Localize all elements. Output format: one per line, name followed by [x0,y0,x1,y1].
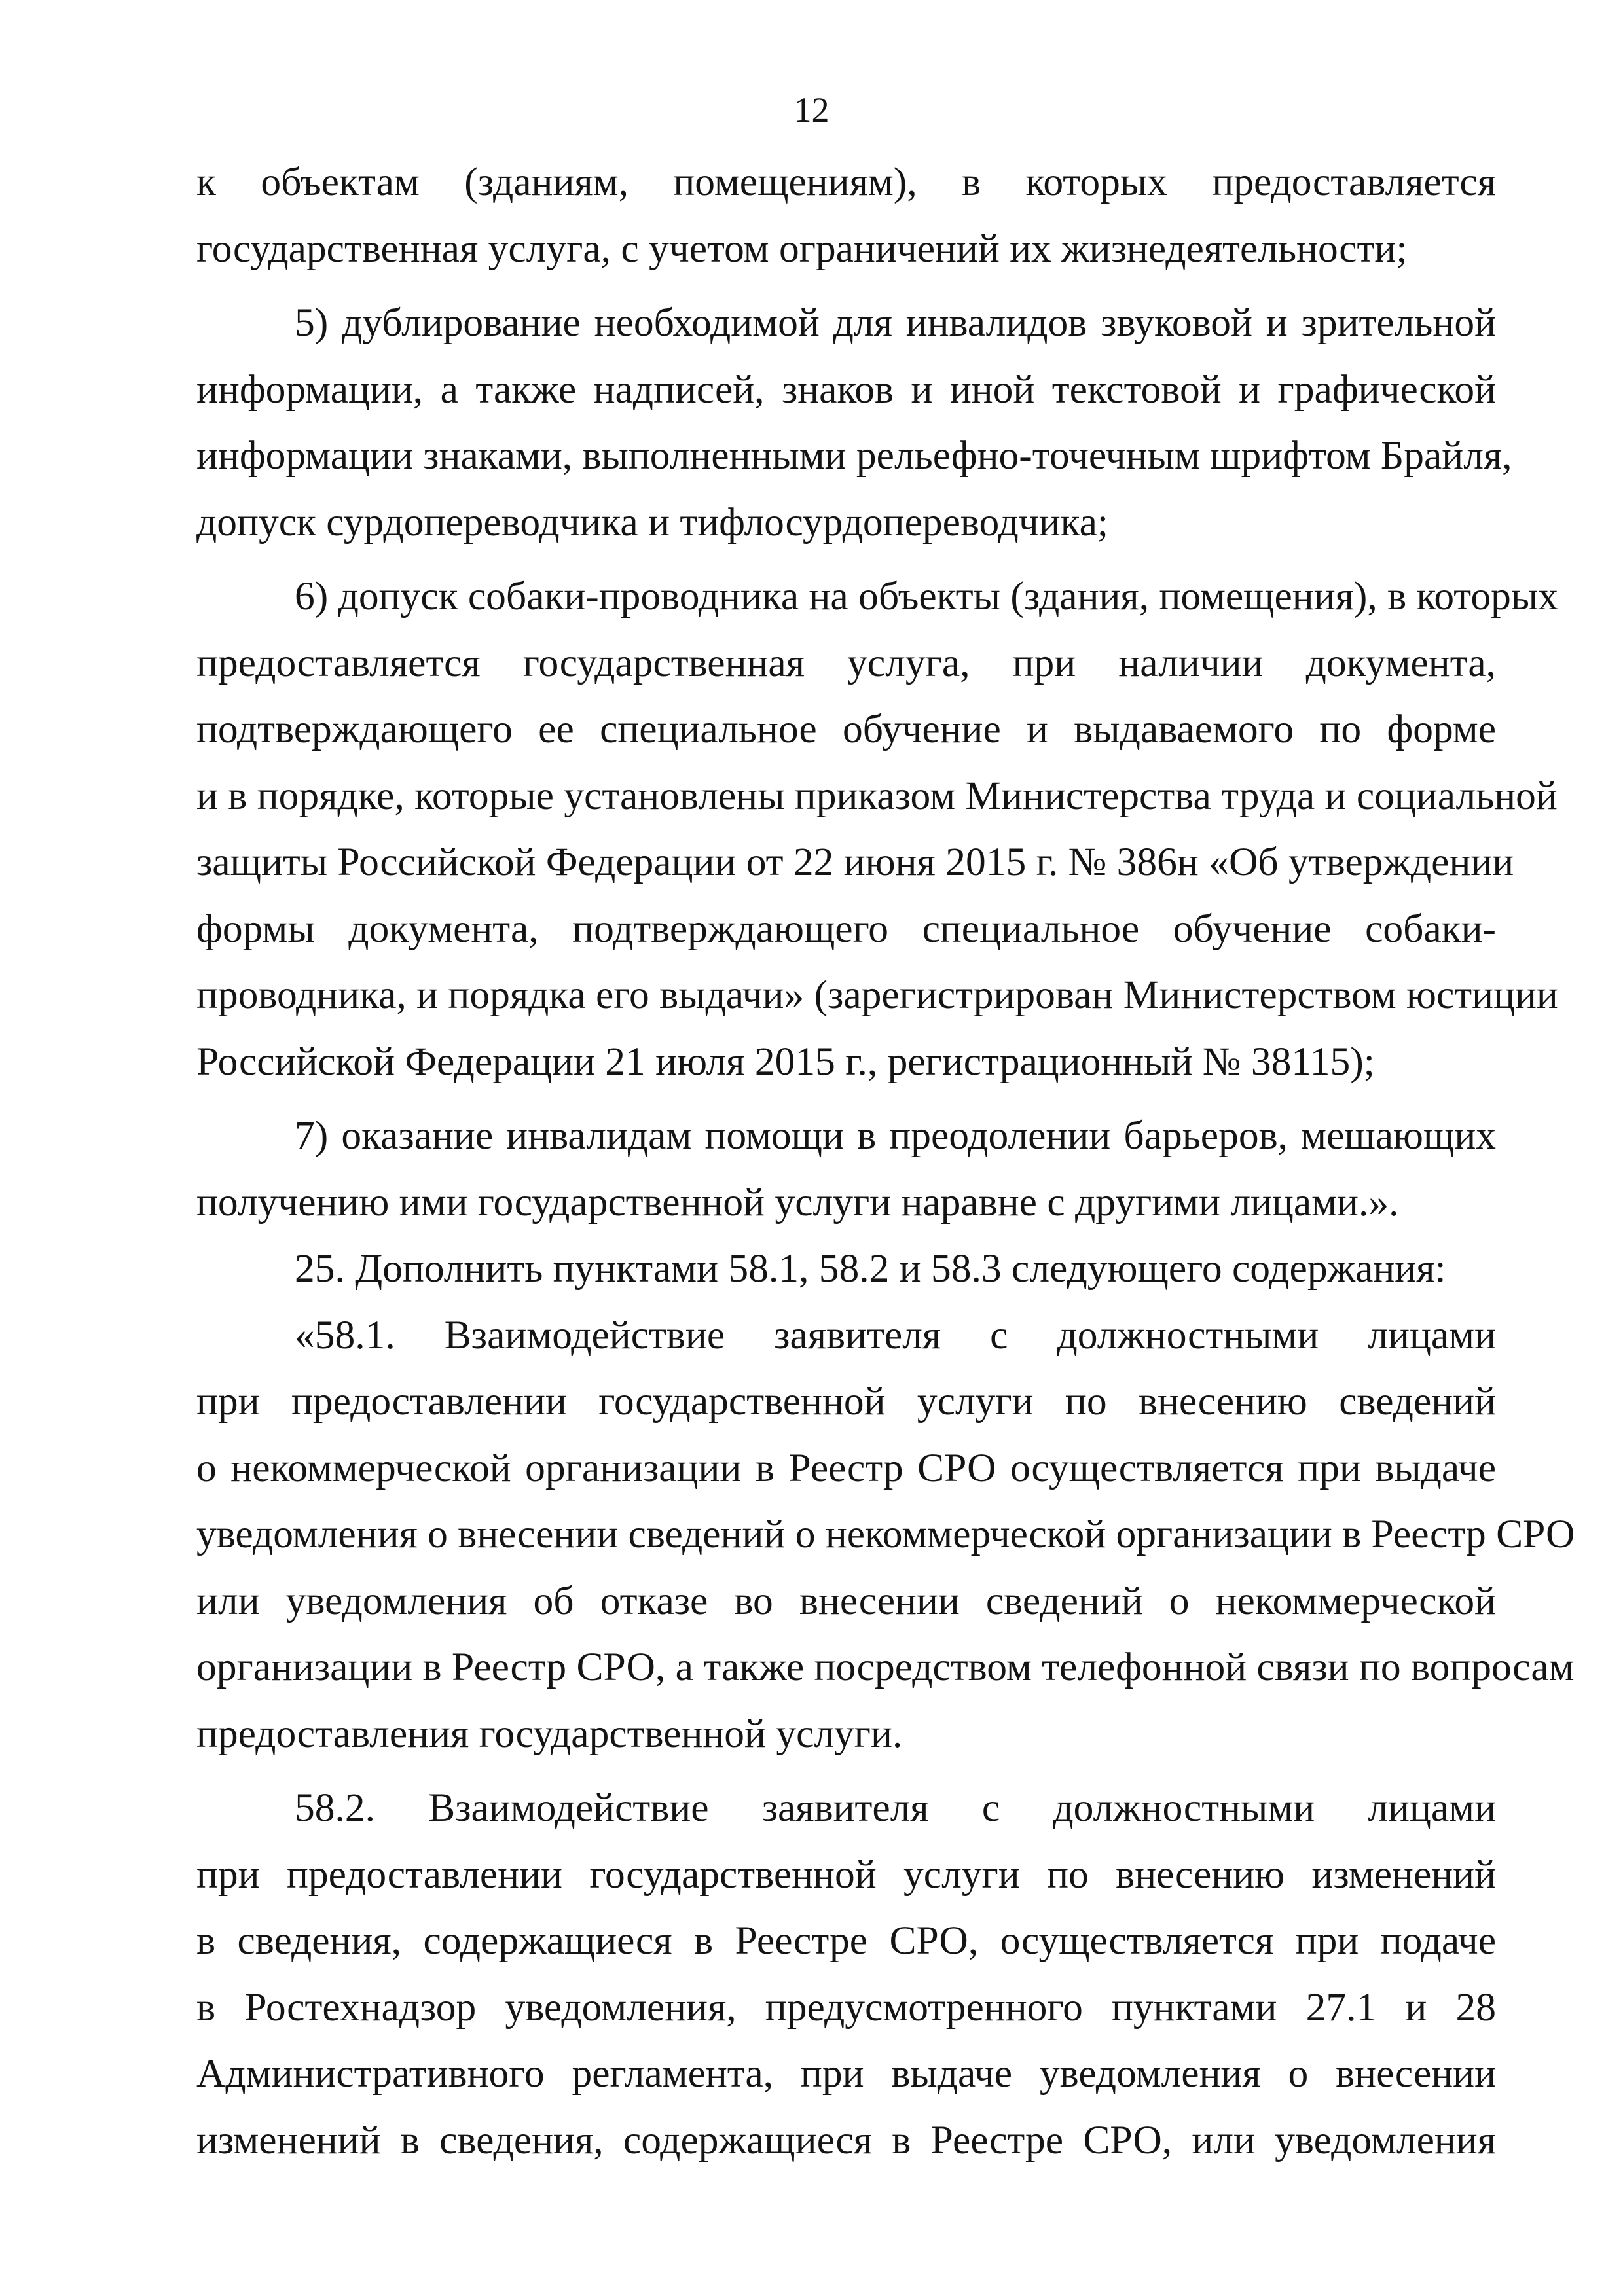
text-line: при предоставлении государственной услуги по внесению изменений [196,1852,1496,1897]
document-body [196,149,1575,2174]
text-line: проводника, и порядка его выдачи» (зарегистрирован Министерством юстиции [196,973,1558,1017]
text-line: информации, а также надписей, знаков и иной текстовой и графической [196,367,1496,412]
text-line: «58.1. Взаимодействие заявителя с должностными лицами [295,1312,1496,1357]
text-line: государственная услуга, с учетом ограничений их жизнедеятельности; [196,226,1408,271]
text-line: 7) оказание инвалидам помощи в преодолении барьеров, мешающих [295,1113,1496,1158]
text-line: информации знаками, выполненными рельефно-точечным шрифтом Брайля, [196,433,1512,478]
text-line: в сведения, содержащиеся в Реестре СРО, осуществляется при подаче [196,1918,1496,1963]
text-line: изменений в сведения, содержащиеся в Реестре СРО, или уведомления [196,2117,1496,2162]
text-line: 5) дублирование необходимой для инвалидов звуковой и зрительной [295,300,1496,345]
text-line: и в порядке, которые установлены приказом Министерства труда и социальной [196,773,1558,818]
text-line: к объектам (зданиям, помещениям), в которых предоставляется [196,160,1496,204]
text-line: подтверждающего ее специальное обучение и выдаваемого по форме [196,707,1496,751]
text-line: защиты Российской Федерации от 22 июня 2015 г. № 386н «Об утверждении [196,840,1514,884]
text-line: Российской Федерации 21 июля 2015 г., регистрационный № 38115); [196,1039,1375,1084]
text-line: уведомления о внесении сведений о некоммерческой организации в Реестр СРО [196,1512,1575,1556]
text-line: при предоставлении государственной услуги по внесению сведений [196,1379,1496,1424]
page-number: 12 [793,90,830,130]
text-line: предоставляется государственная услуга, при наличии документа, [196,640,1496,685]
text-line: Административного регламента, при выдаче уведомления о внесении [196,2051,1496,2096]
text-line: 58.2. Взаимодействие заявителя с должностными лицами [295,1785,1496,1830]
text-line: или уведомления об отказе во внесении сведений о некоммерческой [196,1578,1496,1623]
text-line: 6) допуск собаки-проводника на объекты (здания, помещения), в которых [295,574,1558,619]
text-line: организации в Реестр СРО, а также посредством телефонной связи по вопросам [196,1645,1575,1689]
text-line: в Ростехнадзор уведомления, предусмотренного пунктами 27.1 и 28 [196,1984,1496,2030]
text-line: допуск сурдопереводчика и тифлосурдопереводчика; [196,499,1108,545]
text-line: получению ими государственной услуги наравне с другими лицами.». [196,1179,1399,1225]
text-line: формы документа, подтверждающего специальное обучение собаки- [196,906,1496,951]
text-line: о некоммерческой организации в Реестр СРО осуществляется при выдаче [196,1445,1496,1490]
text-line: 25. Дополнить пунктами 58.1, 58.2 и 58.3 следующего содержания: [295,1246,1446,1291]
text-line: предоставления государственной услуги. [196,1711,903,1756]
